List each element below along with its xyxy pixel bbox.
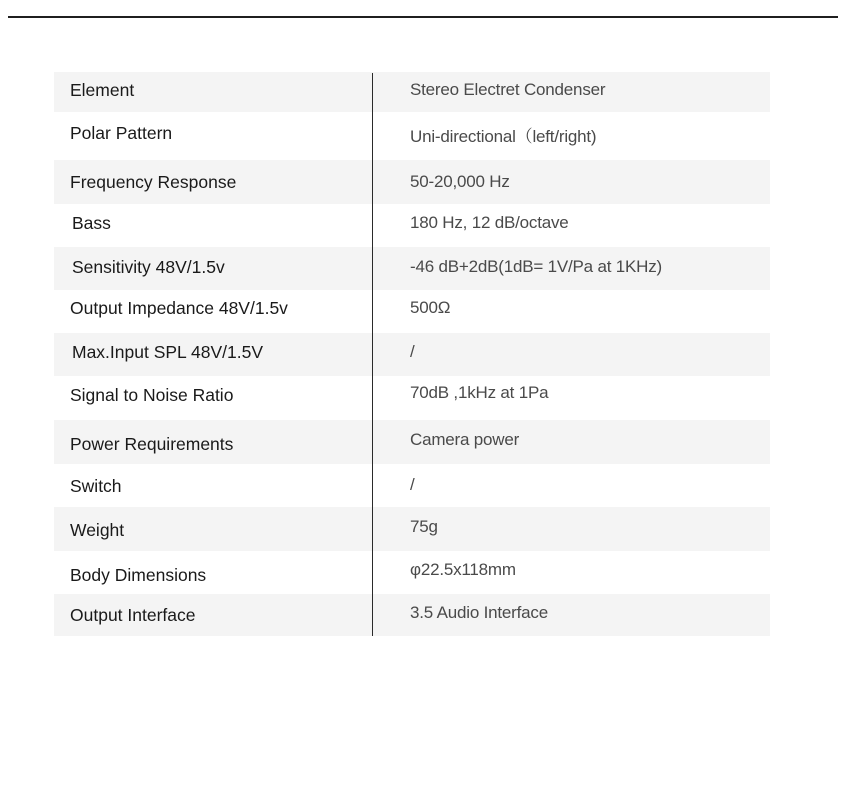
top-divider-line bbox=[8, 16, 838, 18]
column-divider bbox=[372, 73, 373, 636]
spec-label: Weight bbox=[70, 520, 125, 540]
spec-label: Output Impedance 48V/1.5v bbox=[70, 298, 288, 318]
spec-label: Bass bbox=[72, 213, 111, 233]
spec-value: 180 Hz, 12 dB/octave bbox=[410, 213, 569, 232]
spec-label: Signal to Noise Ratio bbox=[70, 385, 234, 405]
table-row bbox=[54, 333, 770, 376]
table-row bbox=[54, 420, 770, 464]
spec-value: 500Ω bbox=[410, 298, 451, 317]
spec-label: Frequency Response bbox=[70, 172, 237, 192]
spec-label: Body Dimensions bbox=[70, 565, 207, 585]
table-row bbox=[54, 72, 770, 112]
spec-value: / bbox=[410, 342, 415, 361]
spec-value: 3.5 Audio Interface bbox=[410, 603, 548, 622]
spec-label: Output Interface bbox=[70, 605, 196, 625]
spec-label: Power Requirements bbox=[70, 434, 234, 454]
spec-value: / bbox=[410, 475, 415, 494]
spec-value: 50-20,000 Hz bbox=[410, 172, 510, 191]
table-row bbox=[54, 594, 770, 636]
table-row bbox=[54, 204, 770, 247]
spec-value: Camera power bbox=[410, 430, 520, 449]
table-row bbox=[54, 507, 770, 551]
table-row bbox=[54, 160, 770, 204]
spec-value: Uni-directional（left/right) bbox=[410, 127, 597, 146]
spec-value: Stereo Electret Condenser bbox=[410, 80, 606, 99]
table-row bbox=[54, 376, 770, 420]
spec-label: Polar Pattern bbox=[70, 123, 173, 143]
table-row bbox=[54, 247, 770, 290]
spec-value: -46 dB+2dB(1dB= 1V/Pa at 1KHz) bbox=[410, 257, 662, 276]
table-row bbox=[54, 551, 770, 594]
spec-value: φ22.5x118mm bbox=[410, 560, 516, 579]
spec-value: 75g bbox=[410, 517, 438, 536]
spec-label: Switch bbox=[70, 476, 122, 496]
spec-label: Element bbox=[70, 80, 135, 100]
table-row bbox=[54, 112, 770, 160]
spec-label: Sensitivity 48V/1.5v bbox=[72, 257, 225, 277]
table-row bbox=[54, 464, 770, 507]
spec-label: Max.Input SPL 48V/1.5V bbox=[72, 342, 263, 362]
spec-value: 70dB ,1kHz at 1Pa bbox=[410, 383, 549, 402]
spec-table bbox=[54, 72, 770, 636]
table-row bbox=[54, 290, 770, 333]
